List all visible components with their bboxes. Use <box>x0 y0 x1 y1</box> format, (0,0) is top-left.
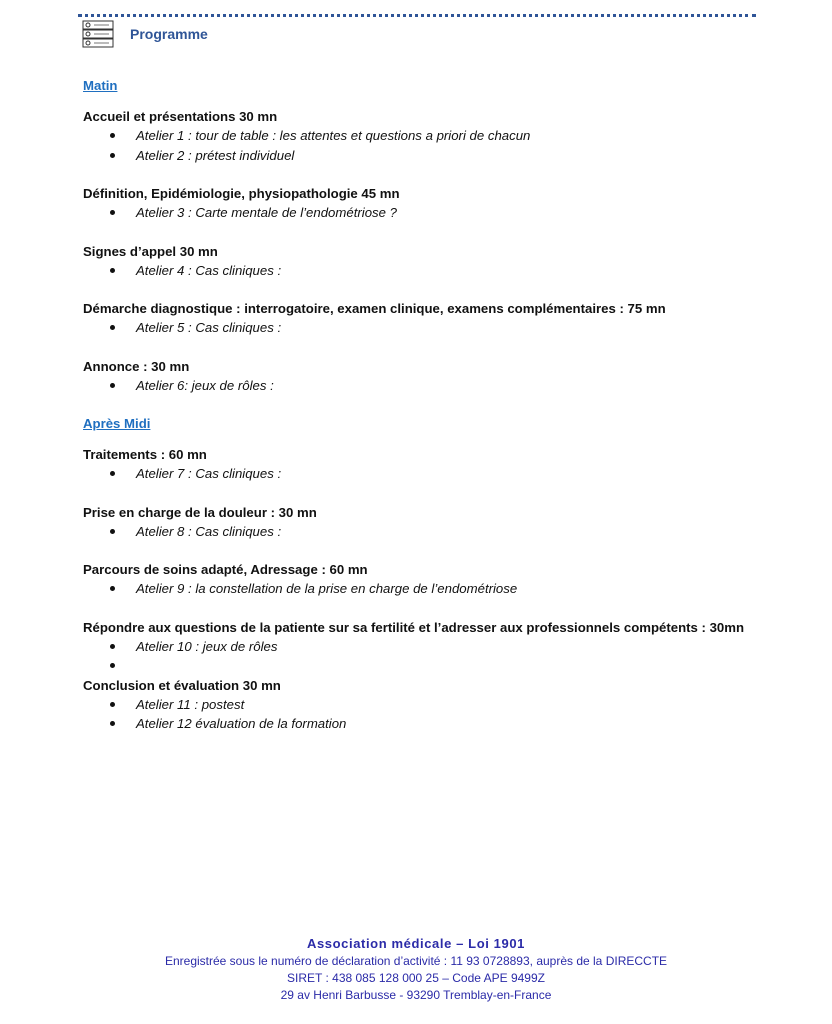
workshop-item: Atelier 7 : Cas cliniques : <box>83 464 763 484</box>
agenda-block-title: Accueil et présentations 30 mn <box>83 109 278 124</box>
workshop-item: Atelier 6: jeux de rôles : <box>83 376 763 396</box>
workshop-list <box>83 376 763 396</box>
workshop-item: Atelier 2 : prétest individuel <box>83 146 763 166</box>
agenda-block-title: Annonce : 30 mn <box>83 358 190 374</box>
top-dotted-rule <box>78 14 756 17</box>
agenda-block <box>83 184 763 223</box>
workshop-item <box>83 656 763 676</box>
afternoon-blocks <box>83 445 763 734</box>
agenda-block-title: Signes d’appel 30 mn <box>83 243 218 259</box>
agenda-block <box>83 618 763 676</box>
workshop-item: Atelier 1 : tour de table : les attentes et questions a priori de chacun <box>83 126 763 146</box>
footer <box>0 934 832 1004</box>
agenda-block-title: Répondre aux questions de la patiente sur sa fertilité et l’adresser aux professionnels compétents : 30mn <box>83 619 745 635</box>
agenda-block-title: Traitements : 60 mn <box>83 447 207 462</box>
footer-org: Association médicale – Loi 1901 <box>306 936 526 951</box>
workshop-item: Atelier 5 : Cas cliniques : <box>83 318 763 338</box>
workshop-list <box>83 318 763 338</box>
workshop-item: Atelier 8 : Cas cliniques : <box>83 522 763 542</box>
agenda-block-title: Conclusion et évaluation 30 mn <box>83 677 281 693</box>
workshop-list <box>83 261 763 281</box>
page-title: Programme <box>130 26 208 42</box>
morning-blocks <box>83 107 763 395</box>
workshop-list <box>83 637 763 676</box>
section-title-afternoon[interactable]: Après Midi <box>83 416 151 431</box>
agenda-block <box>83 107 763 165</box>
agenda-block <box>83 242 763 281</box>
agenda-block <box>83 560 763 599</box>
workshop-item: Atelier 4 : Cas cliniques : <box>83 261 763 281</box>
agenda-block <box>83 299 763 338</box>
footer-siret: SIRET : 438 085 128 000 25 – Code APE 9499Z <box>287 971 545 985</box>
workshop-list <box>83 464 763 484</box>
programme-content <box>83 76 763 753</box>
checklist-icon <box>82 20 114 48</box>
agenda-block-title: Définition, Epidémiologie, physiopathologie 45 mn <box>83 186 400 201</box>
workshop-item: Atelier 9 : la constellation de la prise en charge de l’endométriose <box>83 579 763 599</box>
workshop-list <box>83 126 763 165</box>
workshop-item: Atelier 11 : postest <box>83 695 763 715</box>
section-title-morning[interactable]: Matin <box>83 78 118 93</box>
footer-registration: Enregistrée sous le numéro de déclaration d’activité : 11 93 0728893, auprès de la DIRECCTE <box>164 954 668 968</box>
agenda-block <box>83 357 763 396</box>
agenda-block-title: Prise en charge de la douleur : 30 mn <box>83 504 317 520</box>
agenda-block <box>83 503 763 542</box>
footer-address: 29 av Henri Barbusse - 93290 Tremblay-en-France <box>280 988 552 1002</box>
workshop-item: Atelier 3 : Carte mentale de l’endométriose ? <box>83 203 763 223</box>
agenda-block <box>83 676 763 734</box>
workshop-list <box>83 579 763 599</box>
page-header <box>82 20 208 48</box>
workshop-list <box>83 522 763 542</box>
agenda-block <box>83 445 763 484</box>
agenda-block-title: Démarche diagnostique : interrogatoire, examen clinique, examens complémentaires : 75 mn <box>83 301 666 316</box>
workshop-item: Atelier 12 évaluation de la formation <box>83 714 763 734</box>
workshop-list <box>83 203 763 223</box>
workshop-list <box>83 695 763 734</box>
workshop-item: Atelier 10 : jeux de rôles <box>83 637 763 657</box>
agenda-block-title: Parcours de soins adapté, Adressage : 60 mn <box>83 562 368 577</box>
